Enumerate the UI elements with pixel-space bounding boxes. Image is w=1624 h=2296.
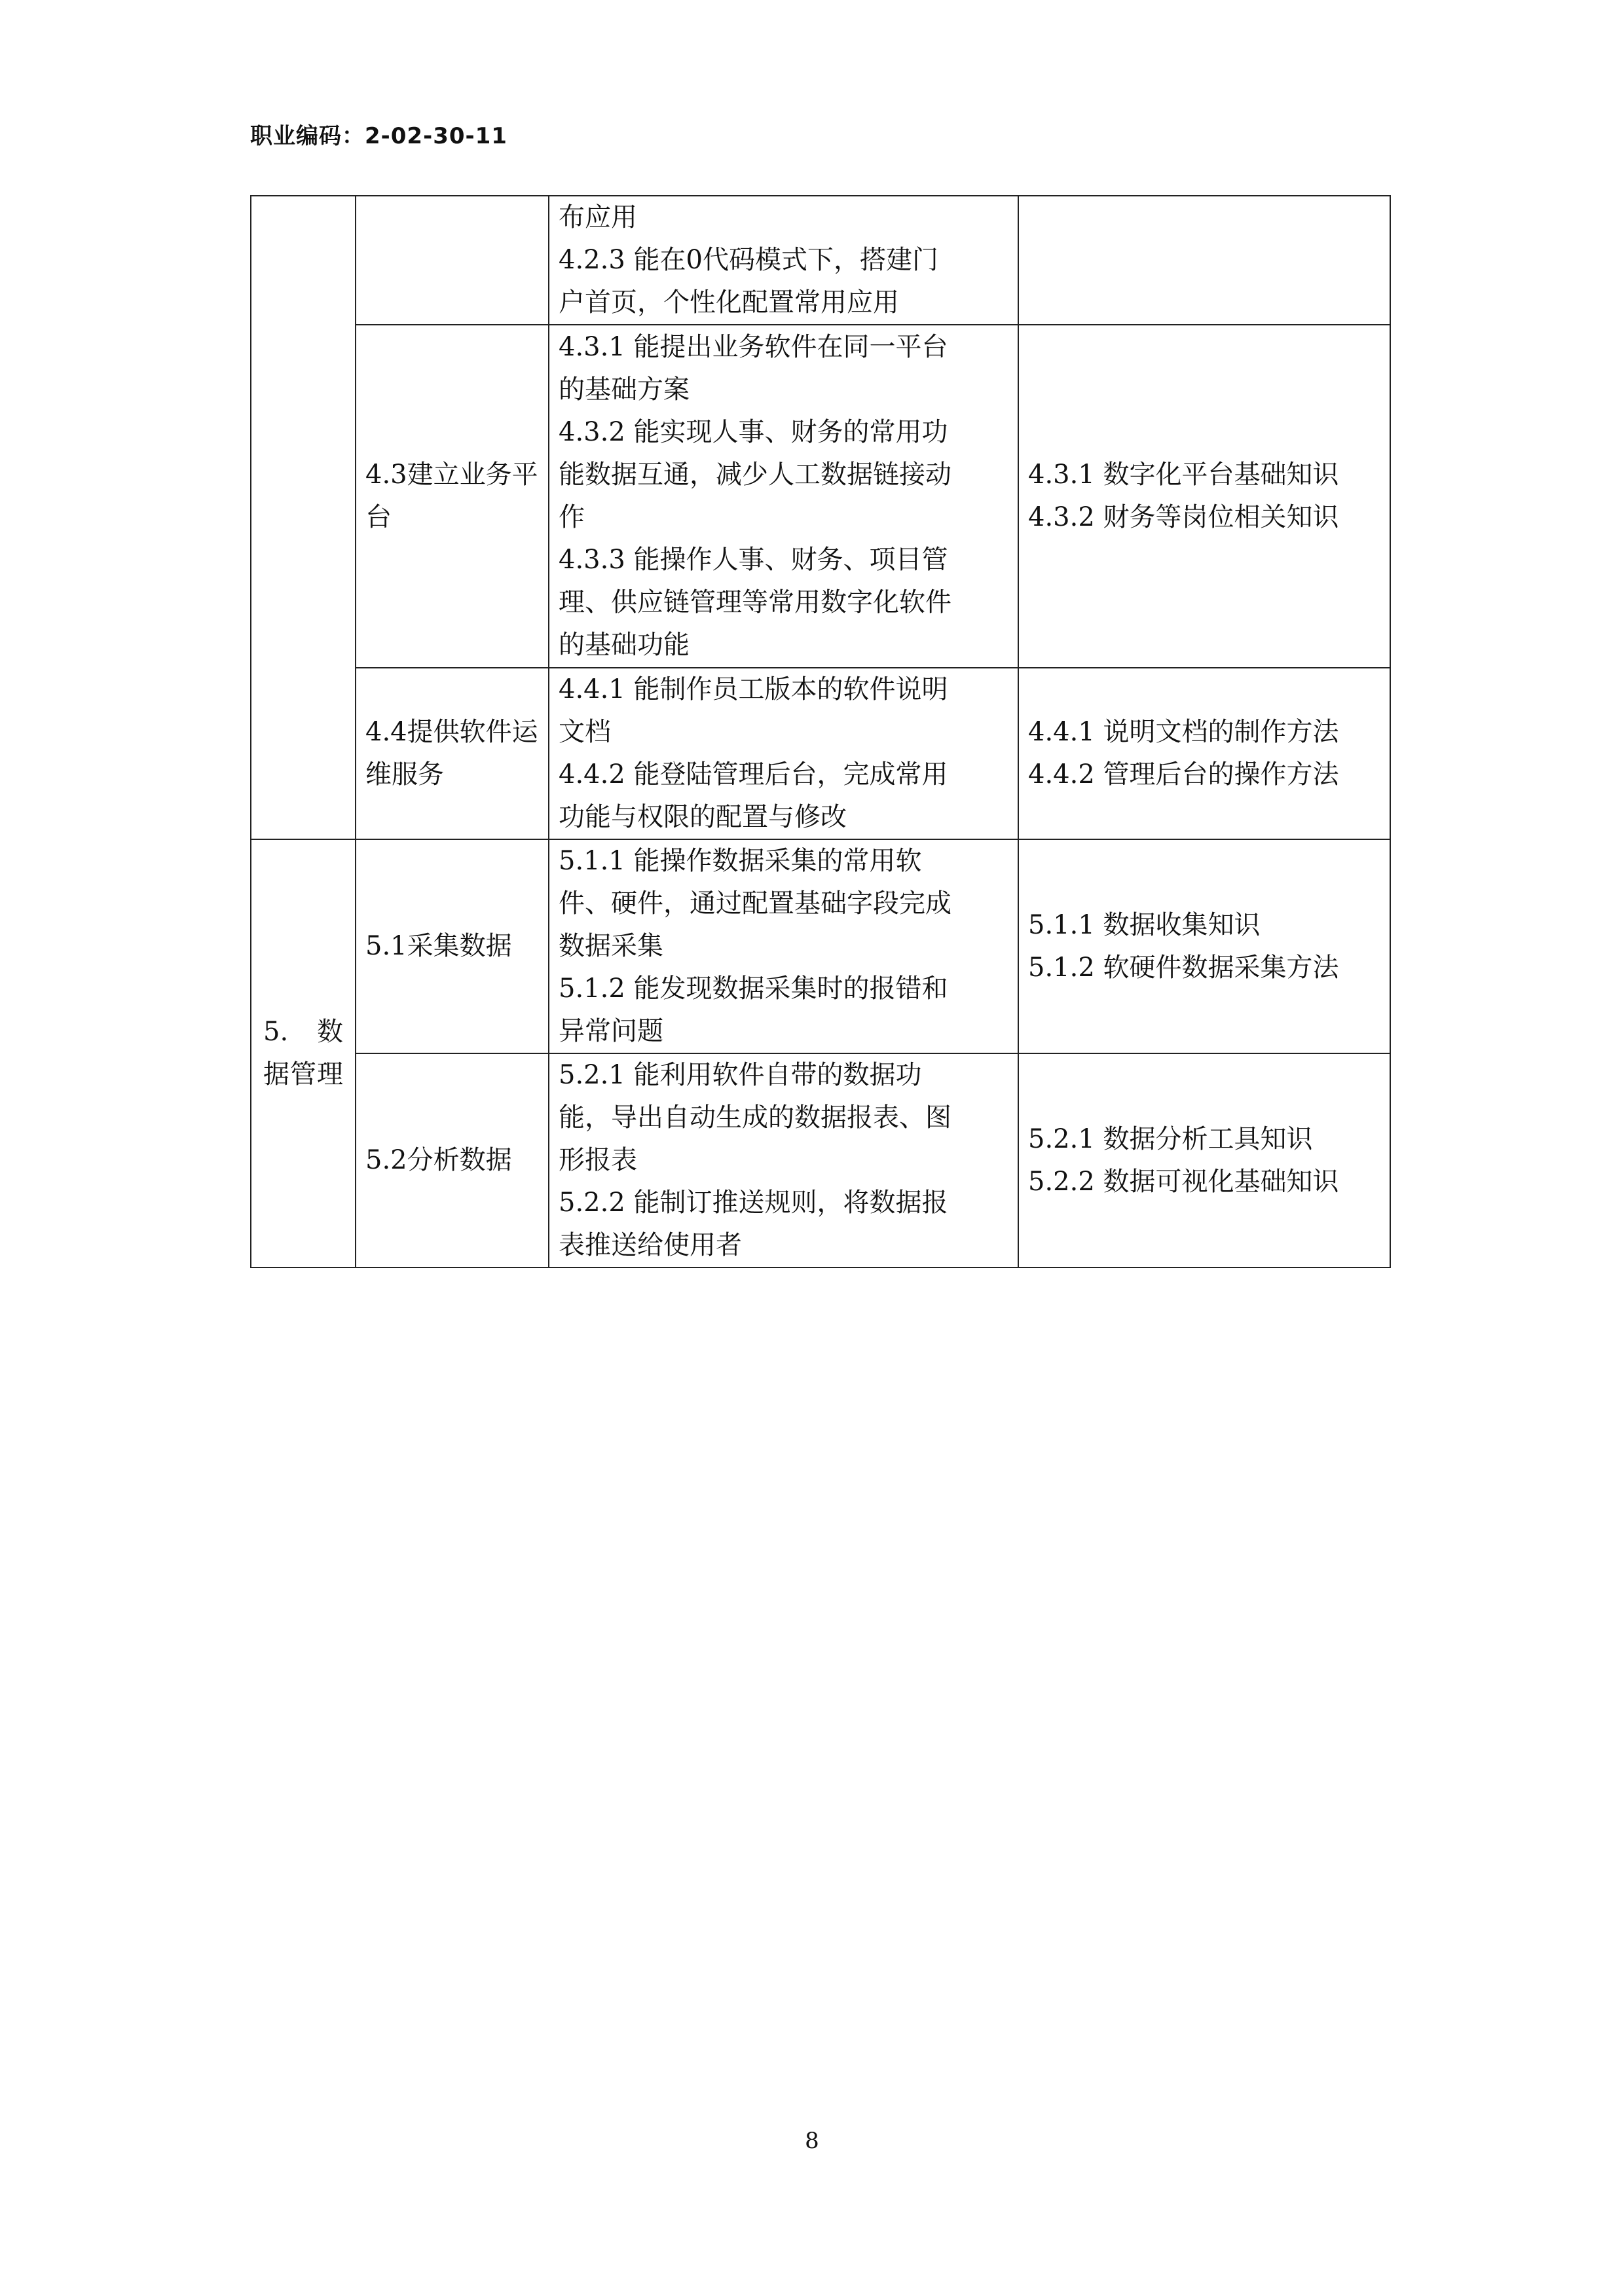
table-row xyxy=(251,839,1390,1053)
skill-requirements-cell: 5.1.1 能操作数据采集的常用软 件、硬件，通过配置基础字段完成 数据采集 5.1.2 能发现数据采集时的报错和 异常问题 xyxy=(549,839,1018,1053)
related-knowledge-cell: 5.1.1 数据收集知识 5.1.2 软硬件数据采集方法 xyxy=(1018,839,1390,1053)
skill-requirements-cell: 4.3.1 能提出业务软件在同一平台 的基础方案 4.3.2 能实现人事、财务的常用功 能数据互通，减少人工数据链接动 作 4.3.3 能操作人事、财务、项目管 理、供应链管理等常用数字化软件 的基础功能 xyxy=(549,325,1018,668)
skill-requirements-cell: 布应用 4.2.3 能在0代码模式下，搭建门 户首页，个性化配置常用应用 xyxy=(549,196,1018,325)
skill-requirements-table xyxy=(250,195,1391,1268)
related-knowledge-cell: 5.2.1 数据分析工具知识 5.2.2 数据可视化基础知识 xyxy=(1018,1053,1390,1267)
table-row xyxy=(251,325,1390,668)
table-row xyxy=(251,668,1390,839)
page-number: 8 xyxy=(805,2128,819,2154)
vocational-function-cell xyxy=(251,196,356,839)
related-knowledge-cell xyxy=(1018,196,1390,325)
work-content-cell: 4.3建立业务平台 xyxy=(356,325,549,668)
skill-requirements-cell: 4.4.1 能制作员工版本的软件说明 文档 4.4.2 能登陆管理后台，完成常用 功能与权限的配置与修改 xyxy=(549,668,1018,839)
occupation-code-header: 职业编码：2-02-30-11 xyxy=(250,123,507,149)
table-row xyxy=(251,196,1390,325)
vocational-function-cell: 5. 数据管理 xyxy=(251,839,356,1267)
work-content-cell: 5.2分析数据 xyxy=(356,1053,549,1267)
related-knowledge-cell: 4.3.1 数字化平台基础知识 4.3.2 财务等岗位相关知识 xyxy=(1018,325,1390,668)
work-content-cell xyxy=(356,196,549,325)
work-content-cell: 4.4提供软件运维服务 xyxy=(356,668,549,839)
work-content-cell: 5.1采集数据 xyxy=(356,839,549,1053)
table-row xyxy=(251,1053,1390,1267)
skill-requirements-cell: 5.2.1 能利用软件自带的数据功 能，导出自动生成的数据报表、图 形报表 5.2.2 能制订推送规则，将数据报 表推送给使用者 xyxy=(549,1053,1018,1267)
related-knowledge-cell: 4.4.1 说明文档的制作方法 4.4.2 管理后台的操作方法 xyxy=(1018,668,1390,839)
